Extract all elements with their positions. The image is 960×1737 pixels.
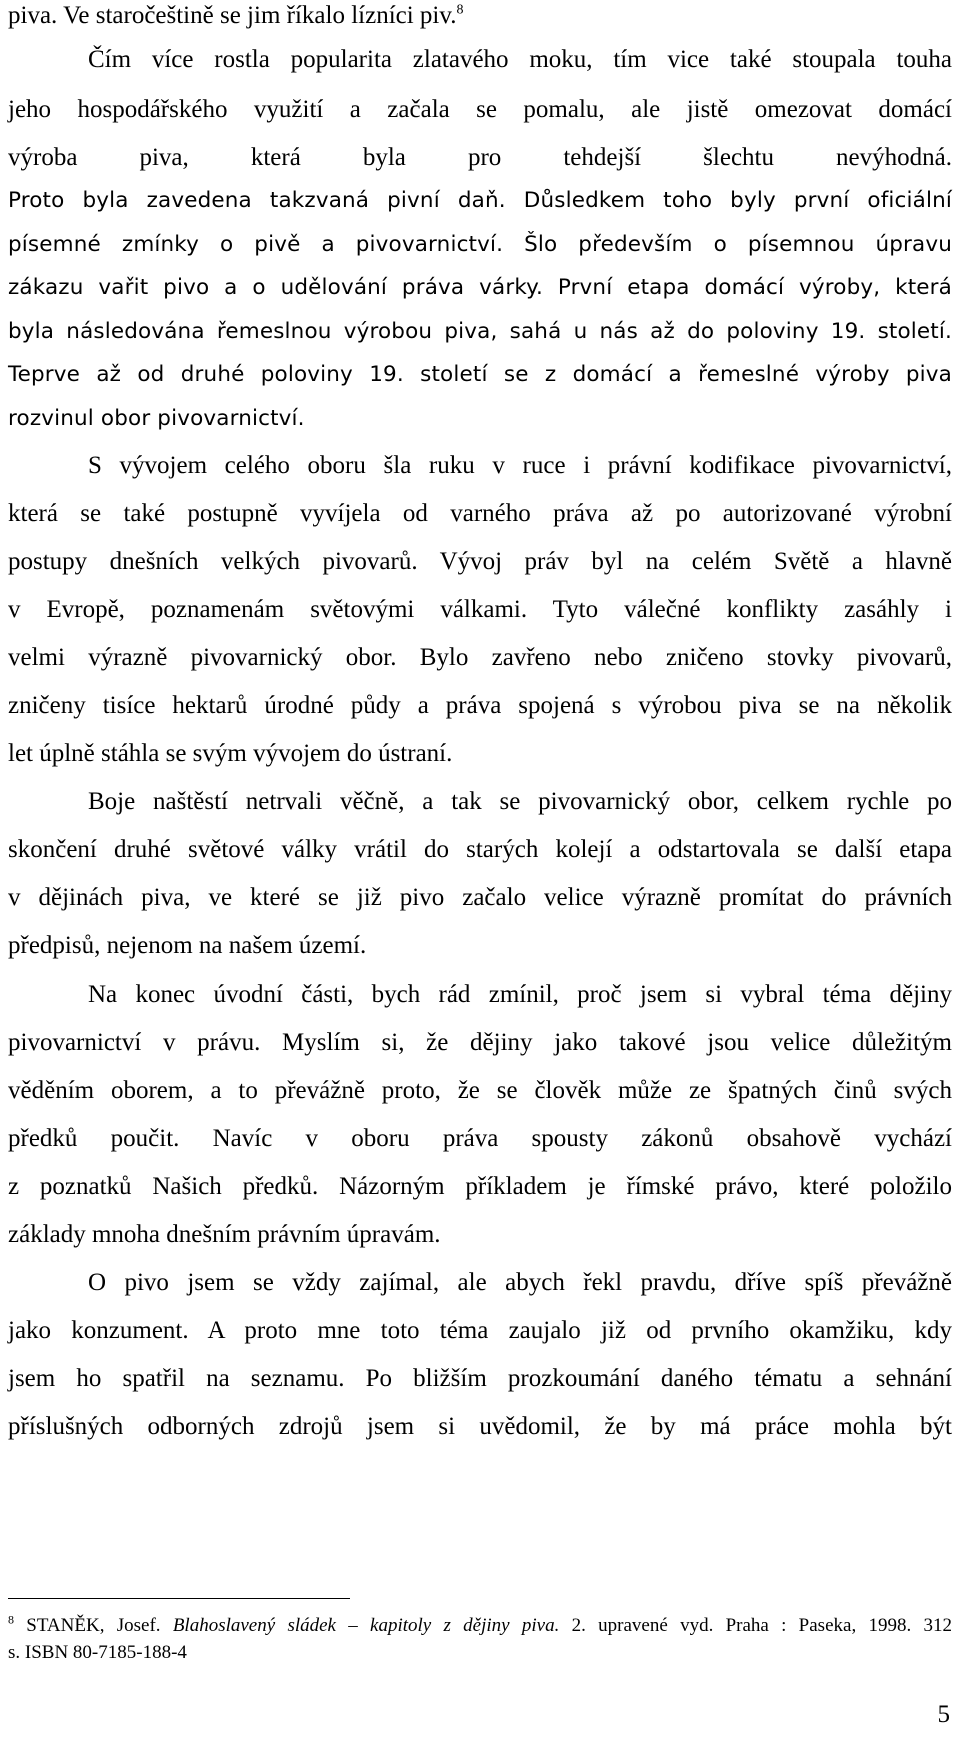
text-line: předků poučit. Navíc v oboru práva spousty zákonů obsahově vychází (8, 1125, 952, 1152)
footnote-title: Blahoslavený sládek – kapitoly z dějiny piva. (172, 1615, 560, 1636)
text-line: písemné zmínky o pivě a pivovarnictví. Šlo především o písemnou úpravu (8, 232, 952, 257)
text-line: skončení druhé světové války vrátil do starých kolejí a odstartovala se další etapa (8, 836, 952, 863)
text-line: Proto byla zavedena takzvaná pivní daň. Důsledkem toho byly první oficiální (8, 188, 952, 213)
text-line: z poznatků Našich předků. Názorným příkladem je římské právo, které položilo (8, 1173, 952, 1200)
text-line: postupy dnešních velkých pivovarů. Vývoj práv byl na celém Světě a hlavně (8, 548, 952, 575)
text-line: Teprve až od druhé poloviny 19. století se z domácí a řemeslné výroby piva (8, 362, 952, 387)
text-line: zákazu vařit pivo a o udělování práva várky. První etapa domácí výroby, která (8, 275, 952, 300)
text-line: Boje naštěstí netrvali věčně, a tak se pivovarnický obor, celkem rychle po (88, 788, 952, 815)
text-line: výroba piva, která byla pro tehdejší šlechtu nevýhodná. (8, 144, 952, 171)
text-line: předpisů, nejenom na našem území. (8, 932, 367, 959)
text-line: v Evropě, poznamenám světovými válkami. Tyto válečné konflikty zasáhly i (8, 596, 952, 623)
footnote-line: s. ISBN 80-7185-188-4 (8, 1642, 187, 1663)
text-line: jako konzument. A proto mne toto téma zaujalo již od prvního okamžiku, kdy (8, 1317, 952, 1344)
text-line: velmi výrazně pivovarnický obor. Bylo zavřeno nebo zničeno stovky pivovarů, (8, 644, 952, 671)
text-line: která se také postupně vyvíjela od varného práva až po autorizované výrobní (8, 500, 952, 527)
footnote-reference[interactable]: 8 (456, 2, 464, 18)
text-line: základy mnoha dnešním právním úpravám. (8, 1221, 441, 1248)
text-line: piva. Ve staročeštině se jim říkalo lízníci piv.$^8$ (8, 2, 464, 29)
text-line: O pivo jsem se vždy zajímal, ale abych řekl pravdu, dříve spíš převážně (88, 1269, 952, 1296)
footnote-number: 8 (8, 1612, 14, 1627)
footnote-author: STANĚK, Josef. (26, 1615, 161, 1636)
text-line: zničeny tisíce hektarů úrodné půdy a práva spojená s výrobou piva se na několik (8, 692, 952, 719)
text-line: v dějinách piva, ve které se již pivo začalo velice výrazně promítat do právních (8, 884, 952, 911)
text-line: let úplně stáhla se svým vývojem do ústraní. (8, 740, 453, 767)
text-line: pivovarnictví v právu. Myslím si, že dějiny jako takové jsou velice důležitým (8, 1029, 952, 1056)
text-line: jeho hospodářského využití a začala se pomalu, ale jistě omezovat domácí (8, 96, 952, 123)
footnote-publication: 2. upravené vyd. Praha : Paseka, 1998. 312 (571, 1615, 952, 1636)
text-line: rozvinul obor pivovarnictví. (8, 406, 305, 431)
text-line: byla následována řemeslnou výrobou piva, sahá u nás až do poloviny 19. století. (8, 319, 952, 344)
text-line: Čím více rostla popularita zlatavého moku, tím vice také stoupala touha (88, 46, 952, 73)
footnote-line (8, 1613, 952, 1639)
page-number: 5 (937, 1701, 950, 1728)
text-line: příslušných odborných zdrojů jsem si uvědomil, že by má práce mohla být (8, 1413, 952, 1440)
text-line: jsem ho spatřil na seznamu. Po bližším prozkoumání daného tématu a sehnání (8, 1365, 952, 1392)
text-line: Na konec úvodní části, bych rád zmínil, proč jsem si vybral téma dějiny (88, 981, 952, 1008)
footnote-divider (8, 1598, 350, 1599)
text-line: S vývojem celého oboru šla ruku v ruce i právní kodifikace pivovarnictví, (88, 452, 952, 479)
text-line: věděním oborem, a to převážně proto, že se člověk může ze špatných činů svých (8, 1077, 952, 1104)
